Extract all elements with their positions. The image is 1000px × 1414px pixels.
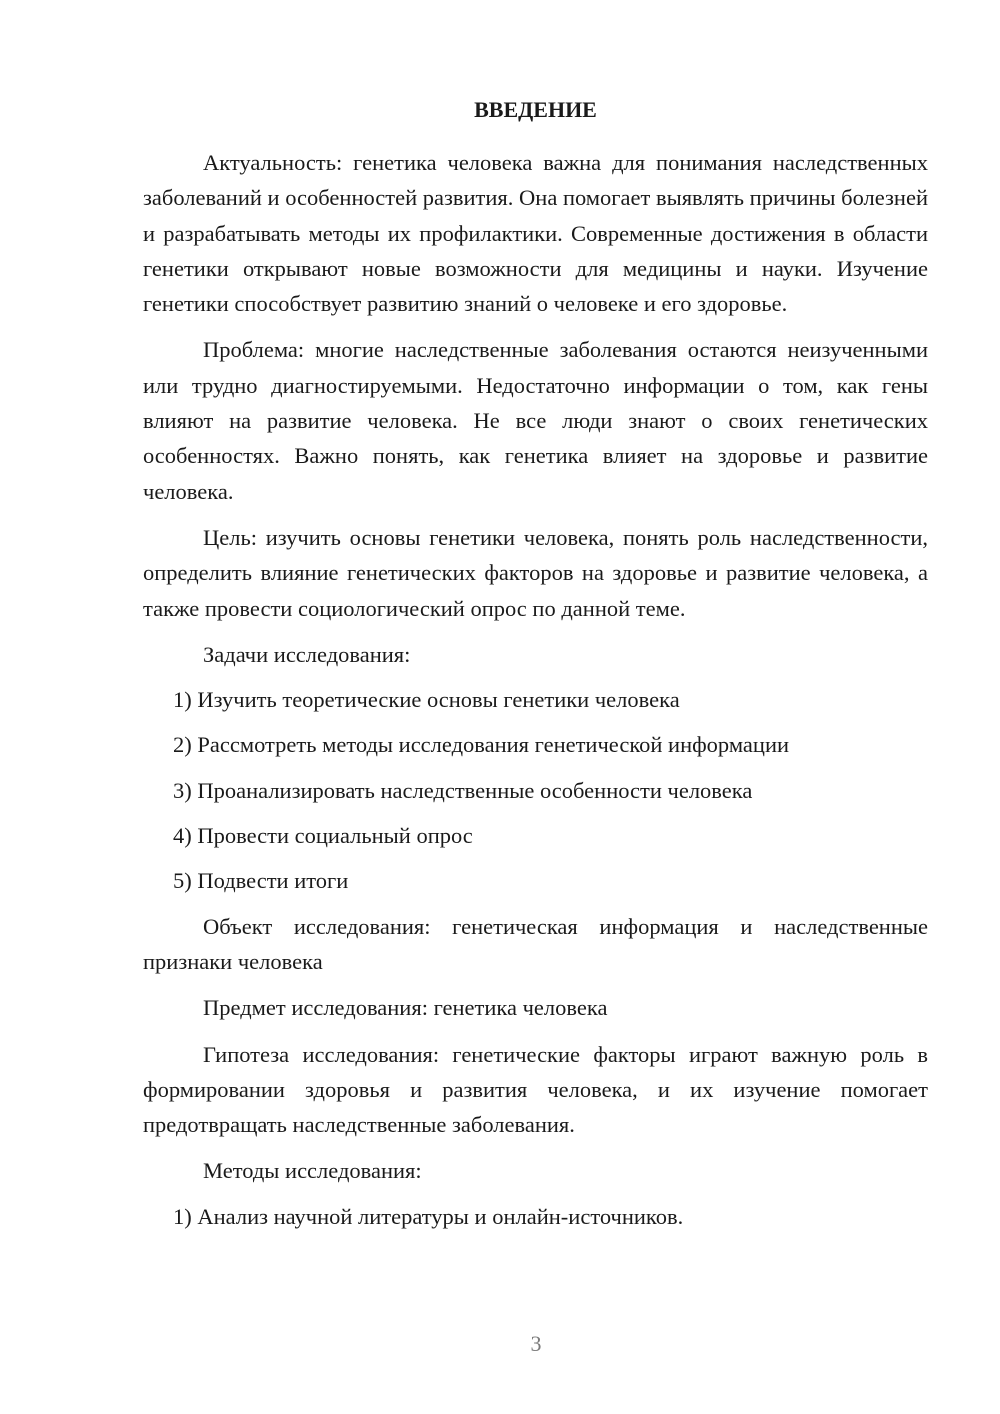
- object-paragraph: Объект исследования: генетическая информация и наследственные признаки человека: [143, 913, 928, 974]
- relevance-paragraph: Актуальность: генетика человека важна для понимания наследственных заболеваний и особенностей развития. Она помогает выявлять причины болезней и разрабатывать методы их профилактики. Современные достижения в области генетики открывают новые возможности для медицины и науки. Изучение генетики способствует развитию знаний о человеке и его здоровье.: [143, 150, 928, 317]
- subject-paragraph: Предмет исследования: генетика человека: [203, 995, 608, 1021]
- task-item: 3) Проанализировать наследственные особенности человека: [173, 777, 753, 803]
- hypothesis-paragraph: Гипотеза исследования: генетические факторы играют важную роль в формировании здоровья и развития человека, и их изучение помогает предотвращать наследственные заболевания.: [143, 1041, 928, 1138]
- problem-paragraph: Проблема: многие наследственные заболевания остаются неизученными или трудно диагностируемыми. Недостаточно информации о том, как гены влияют на развитие человека. Не все люди знают о своих генетических особенностях. Важно понять, как генетика влияет на здоровье и развитие человека.: [143, 337, 928, 504]
- page-number: 3: [530, 1331, 542, 1356]
- method-item: 1) Анализ научной литературы и онлайн-источников.: [173, 1203, 684, 1229]
- task-item: 4) Провести социальный опрос: [173, 823, 473, 849]
- page-title: ВВЕДЕНИЕ: [474, 97, 597, 122]
- task-item: 5) Подвести итоги: [173, 868, 349, 894]
- methods-heading: Методы исследования:: [203, 1158, 422, 1184]
- task-item: 2) Рассмотреть методы исследования генетической информации: [173, 732, 790, 758]
- goal-paragraph: Цель: изучить основы генетики человека, понять роль наследственности, определить влияние генетических факторов на здоровье и развитие человека, а также провести социологический опрос по данной теме.: [143, 524, 928, 621]
- task-item: 1) Изучить теоретические основы генетики человека: [173, 687, 680, 713]
- tasks-heading: Задачи исследования:: [203, 641, 411, 667]
- document-body: [143, 92, 928, 1244]
